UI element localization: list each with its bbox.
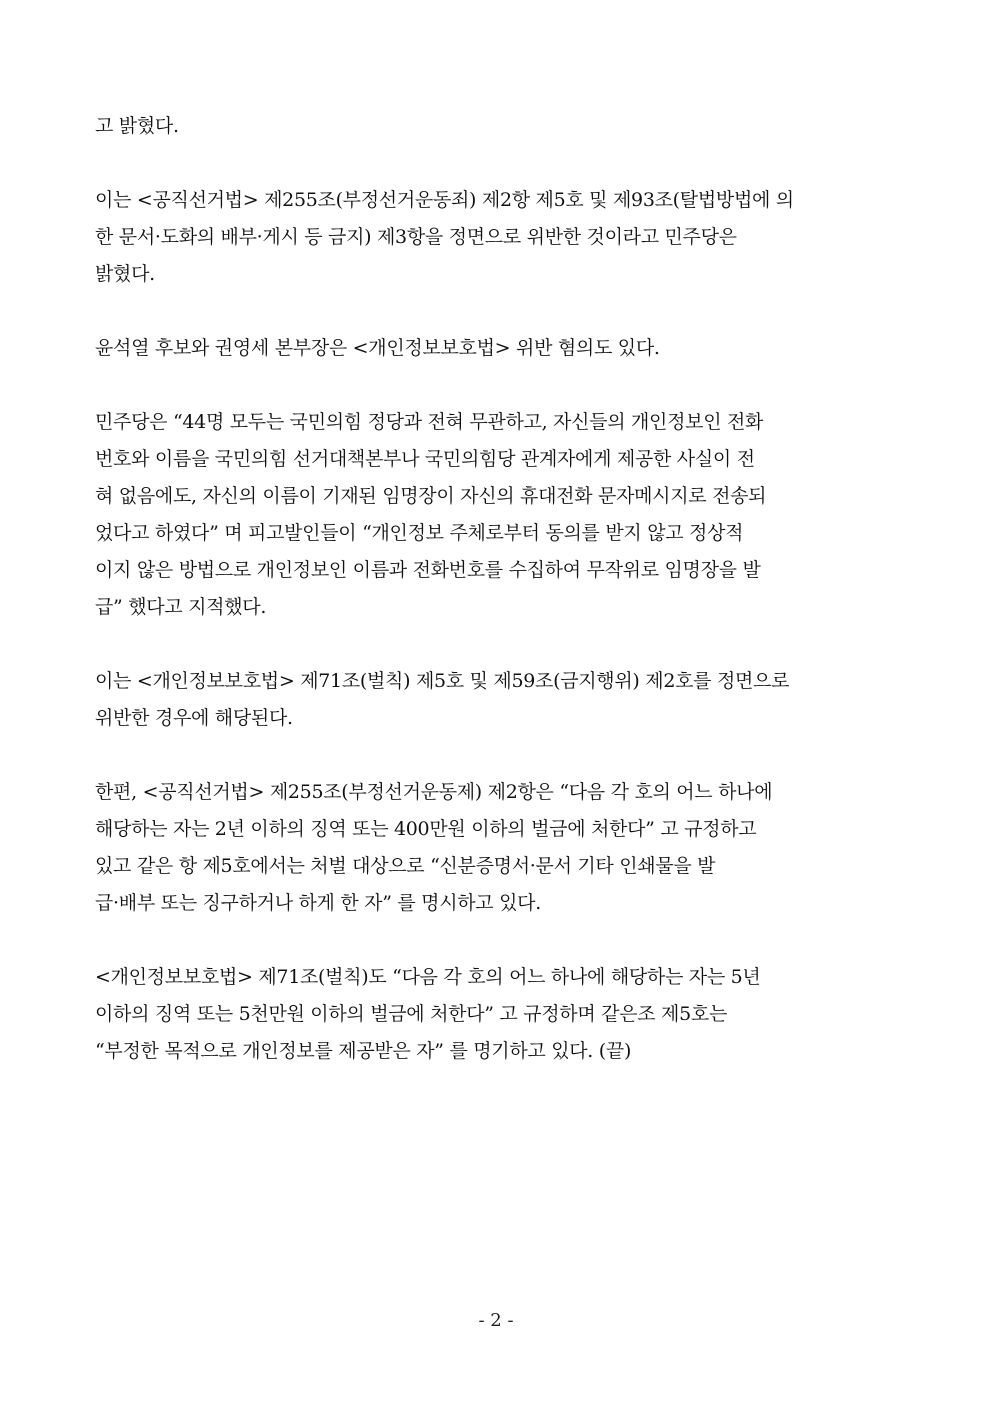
paragraph-democratic-party-claim: 민주당은 “44명 모두는 국민의힘 정당과 전혀 무관하고, 자신들의 개인정보인 전화 번호와 이름을 국민의힘 선거대책본부나 국민의힘당 관계자에게 제공한 사실이 전 혀 없음에도, 자신의 이름이 기재된 임명장이 자신의 휴대전화 문자메시지로 전송되 었다고 하였다” 며 피고발인들이 “개인정보 주체로부터 동의를 받지 않고 정상적 이지 않은 방법으로 개인정보인 이름과 전화번호를 수집하여 무작위로 임명장을 발 급” 했다고 지적했다. — [95, 411, 767, 618]
document-body — [95, 108, 897, 1107]
paragraph-privacy-allegation: 윤석열 후보와 권영세 본부장은 <개인정보보호법> 위반 혐의도 있다. — [95, 337, 660, 359]
paragraph-election-law-provision: 한편, <공직선거법> 제255조(부정선거운동제) 제2항은 “다음 각 호의 어느 하나에 해당하는 자는 2년 이하의 징역 또는 400만원 이하의 벌금에 처한다” 고 규정하고 있고 같은 항 제5호에서는 처벌 대상으로 “신분증명서·문서 기타 인쇄물을 발 급·배부 또는 징구하거나 하게 한 자” 를 명시하고 있다. — [95, 781, 773, 914]
page-number: - 2 - — [478, 1310, 514, 1331]
paragraph-continuation: 고 밝혔다. — [95, 115, 179, 137]
paragraph-election-law-violation: 이는 <공직선거법> 제255조(부정선거운동죄) 제2항 제5호 및 제93조(탈법방법에 의 한 문서·도화의 배부·게시 등 금지) 제3항을 정면으로 위반한 것이라고 민주당은 밝혔다. — [95, 189, 794, 285]
paragraph-privacy-law-provision: <개인정보보호법> 제71조(벌칙)도 “다음 각 호의 어느 하나에 해당하는 자는 5년 이하의 징역 또는 5천만원 이하의 벌금에 처한다” 고 규정하며 같은조 제5호는 “부정한 목적으로 개인정보를 제공받은 자” 를 명기하고 있다. (끝) — [95, 966, 761, 1062]
paragraph-privacy-law-violation: 이는 <개인정보보호법> 제71조(벌칙) 제5호 및 제59조(금지행위) 제2호를 정면으로 위반한 경우에 해당된다. — [95, 670, 790, 729]
